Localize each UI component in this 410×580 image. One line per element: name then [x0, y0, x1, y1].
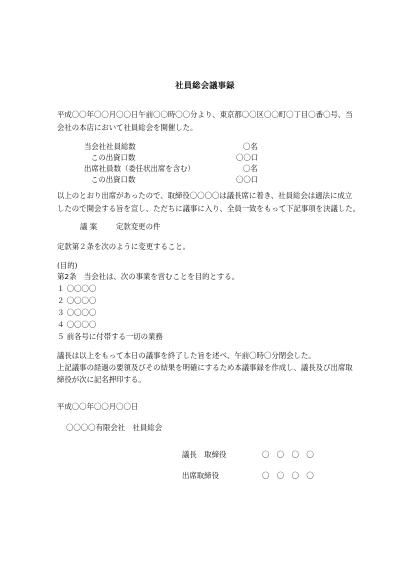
- stat-label-attending-members: 出席社員数（委任状出席を含む）: [84, 164, 195, 173]
- article-item: ３ 〇〇〇〇: [57, 308, 97, 317]
- stat-value-attending-units: 〇〇口: [236, 175, 259, 184]
- article-item: １ 〇〇〇〇: [57, 284, 97, 293]
- document-date: 平成〇〇年〇〇月〇〇日: [57, 402, 139, 411]
- quorum-line-2: したので開会する旨を宣し、ただちに議事に入り、全員一致をもって下記事項を決議した。: [57, 204, 361, 213]
- article-item: ５ 前各号に付帯する一切の業務: [57, 332, 163, 341]
- document-title: 社員総会議事録: [175, 80, 235, 90]
- closing-line-2: 上記議事の経過の要領及びその結果を明確にするため本議事録を作成し、議長及び出席取: [57, 363, 353, 372]
- stat-value-total-units: 〇〇口: [236, 153, 259, 162]
- change-intro: 定款第２条を次のように変更すること。: [57, 242, 191, 251]
- stat-value-total-members: 〇名: [243, 142, 258, 151]
- signature-name-chair: 〇 〇 〇 〇: [262, 450, 314, 459]
- signature-role-chair: 議長 取締役: [182, 450, 227, 459]
- opening-line-2: 会社の本店において社員総会を開催した。: [57, 123, 198, 132]
- agenda-item: 定款変更の件: [116, 222, 161, 231]
- stat-label-total-units: この出資口数: [91, 153, 136, 162]
- stat-label-attending-units: この出資口数: [91, 175, 136, 184]
- article-heading: (目的): [57, 261, 78, 270]
- article-item: ２ 〇〇〇〇: [57, 296, 97, 305]
- opening-line-1: 平成〇〇年〇〇月〇〇日午前〇〇時〇〇分より、東京都〇〇区〇〇町〇丁目〇番〇号、当: [57, 110, 353, 119]
- closing-line-3: 締役が次に記名押印する。: [57, 375, 146, 384]
- signature-name-director: 〇 〇 〇 〇: [262, 471, 314, 480]
- article-item: ４ 〇〇〇〇: [57, 320, 97, 329]
- stat-value-attending-members: 〇名: [243, 164, 258, 173]
- quorum-line-1: 以上のとおり出席があったので、取締役〇〇〇〇は議長席に着き、社員総会は適法に成立: [57, 191, 353, 200]
- article-text: 第2条 当会社は、次の事業を営むことを目的とする。: [57, 272, 240, 281]
- closing-line-1: 議長は以上をもって本日の議事を終了した旨を述べ、午前〇時〇分閉会した。: [57, 351, 316, 360]
- company-name: 〇〇〇〇有限会社 社員総会: [66, 423, 163, 432]
- agenda-label: 議 案: [80, 222, 98, 231]
- signature-role-director: 出席取締役: [182, 471, 219, 480]
- stat-label-total-members: 当会社社員総数: [84, 142, 136, 151]
